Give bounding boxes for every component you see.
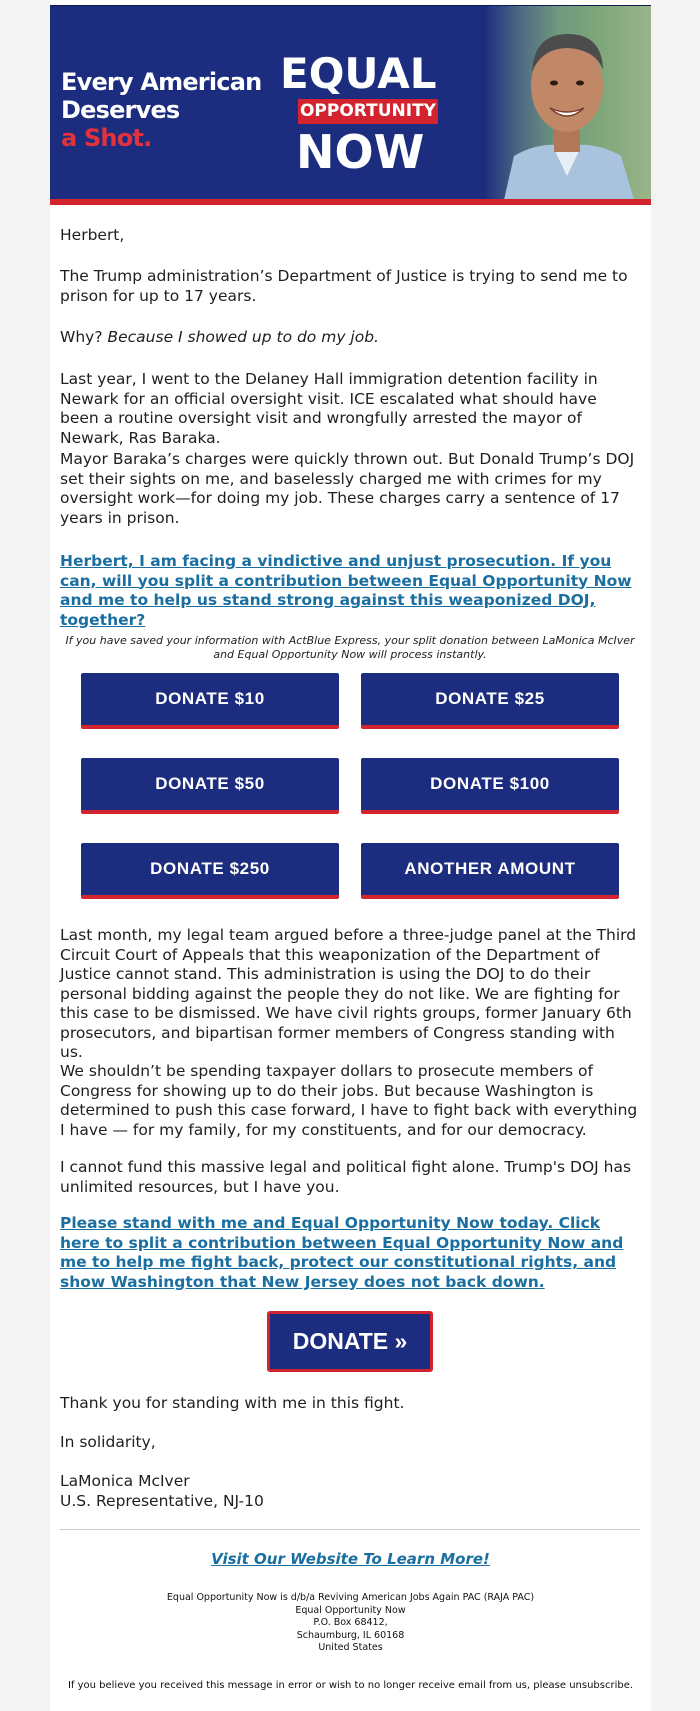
footer-divider: [60, 1529, 640, 1530]
paragraph-4: Mayor Baraka’s charges were quickly thrown out. But Donald Trump’s DOJ set their sights on me, and baselessly charged me with crimes for my oversight work—for doing my job. These charges carry a sentence of 17 years in prison.: [60, 450, 635, 527]
signoff: In solidarity,: [60, 1433, 156, 1451]
email-container: [50, 0, 651, 1711]
signature-block: [60, 1472, 640, 1511]
footer-org-name: Equal Opportunity Now: [295, 1604, 406, 1616]
stand-with-me-link[interactable]: Please stand with me and Equal Opportunity Now today. Click here to split a contribution between Equal Opportunity Now and me to help me fight back, protect our constitutional rights, and show Washington that New Jersey does not back down.: [60, 1214, 624, 1291]
unsubscribe-text: If you believe you received this message in error or wish to no longer receive email from us, please: [67, 1680, 570, 1691]
footer-city: Schaumburg, IL 60168: [296, 1629, 405, 1641]
paragraph-2-lead: Why?: [60, 328, 108, 346]
main-donate-button[interactable]: DONATE »: [267, 1311, 433, 1372]
banner-word-now: NOW: [296, 125, 425, 179]
footer-disclaimer: [50, 1592, 651, 1655]
banner-word-equal: EQUAL: [280, 49, 437, 98]
donate-other-amount-button[interactable]: ANOTHER AMOUNT: [361, 843, 619, 899]
candidate-photo: [484, 6, 651, 200]
visit-website-link[interactable]: Visit Our Website To Learn More!: [211, 1550, 490, 1568]
banner-accent-bar: [50, 199, 651, 205]
donate-100-button[interactable]: DONATE $100: [361, 758, 619, 814]
banner-word-opportunity: OPPORTUNITY: [298, 99, 438, 124]
paragraph-1: The Trump administration’s Department of Justice is trying to send me to prison for up to 17 years.: [60, 267, 628, 305]
paragraph-3: Last year, I went to the Delaney Hall immigration detention facility in Newark for an official oversight visit. ICE escalated what should have been a routine oversight visit and wrongfully arrested the mayor of Newark, Ras Baraka.: [60, 370, 598, 447]
paragraph-2-italic: Because I showed up to do my job.: [107, 328, 379, 346]
actblue-express-note: If you have saved your information with ActBlue Express, your split donation between LaMonica McIver and Equal Opportunity Now will process instantly.: [65, 634, 635, 661]
donate-50-button[interactable]: DONATE $50: [81, 758, 339, 814]
greeting: Herbert,: [60, 226, 125, 244]
tagline-line-2: Deserves: [61, 96, 180, 124]
paragraph-5: Last month, my legal team argued before a three-judge panel at the Third Circuit Court of Appeals that this weaponization of the Department of Justice cannot stand. This administration is using the DOJ to do their personal bidding against the people they do not like. We are fighting for this case to be dismissed. We have civil rights groups, former January 6th prosecutors, and bipartisan former members of Congress standing with us.: [60, 926, 637, 1061]
thank-you-line: Thank you for standing with me in this fight.: [60, 1394, 405, 1412]
footer-po-box: P.O. Box 68412,: [313, 1617, 388, 1628]
donate-25-button[interactable]: DONATE $25: [361, 673, 619, 729]
paragraph-6: We shouldn’t be spending taxpayer dollars to prosecute members of Congress for showing up to do their jobs. But because Washington is determined to push this case forward, I have to fight back with everything I have — for my family, for my constituents, and for our democracy.: [60, 1062, 638, 1139]
tagline-line-3: a Shot.: [61, 124, 152, 152]
unsubscribe-notice: [50, 1680, 651, 1691]
signature-name: LaMonica McIver: [60, 1472, 190, 1490]
footer-country: United States: [318, 1642, 383, 1653]
candidate-portrait-illustration: [484, 6, 651, 200]
donate-10-button[interactable]: DONATE $10: [81, 673, 339, 729]
donate-250-button[interactable]: DONATE $250: [81, 843, 339, 899]
header-banner[interactable]: [50, 5, 651, 200]
paragraph-2: [60, 328, 640, 348]
tagline-line-1: Every American: [61, 68, 262, 96]
footer-paid-for: Equal Opportunity Now is d/b/a Reviving American Jobs Again PAC (RAJA PAC): [166, 1592, 535, 1603]
paragraph-7: I cannot fund this massive legal and political fight alone. Trump's DOJ has unlimited resources, but I have you.: [60, 1158, 632, 1196]
banner-tagline: [61, 68, 261, 152]
unsubscribe-link[interactable]: unsubscribe: [569, 1680, 630, 1691]
donation-appeal-link[interactable]: Herbert, I am facing a vindictive and unjust prosecution. If you can, will you split a contribution between Equal Opportunity Now and me to help us stand strong against this weaponized DOJ, together?: [60, 552, 632, 629]
unsubscribe-period: .: [629, 1680, 634, 1691]
signature-title: U.S. Representative, NJ-10: [60, 1491, 264, 1510]
